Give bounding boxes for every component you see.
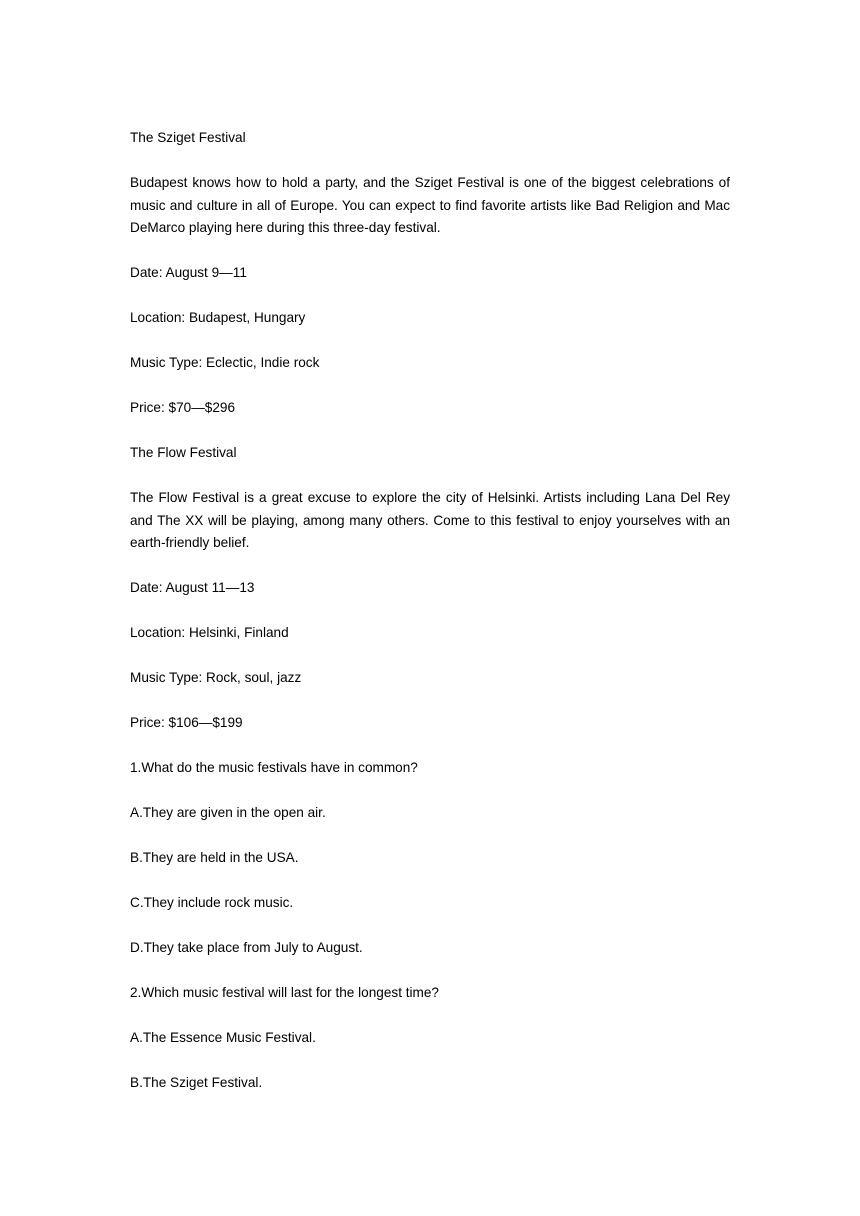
festival-music-type-flow: Music Type: Rock, soul, jazz bbox=[130, 670, 302, 685]
question-1-option-b: B.They are held in the USA. bbox=[130, 850, 299, 865]
question-1-option-c: C.They include rock music. bbox=[130, 895, 294, 910]
question-1-option-d: D.They take place from July to August. bbox=[130, 940, 363, 955]
question-2-option-a: A.The Essence Music Festival. bbox=[130, 1030, 316, 1045]
festival-description-sziget: Budapest knows how to hold a party, and the Sziget Festival is one of the biggest celebrations of music and culture in all of Europe. You can expect to find favorite artists like Bad Religion and Mac DeMarco playing here during this three-day festival. bbox=[130, 175, 730, 235]
question-2-stem: 2.Which music festival will last for the longest time? bbox=[130, 985, 439, 1000]
festival-location-flow: Location: Helsinki, Finland bbox=[130, 625, 289, 640]
festival-price-sziget: Price: $70—$296 bbox=[130, 400, 236, 415]
question-1-stem: 1.What do the music festivals have in common? bbox=[130, 760, 418, 775]
festival-title-sziget: The Sziget Festival bbox=[130, 130, 246, 145]
festival-location-sziget: Location: Budapest, Hungary bbox=[130, 310, 306, 325]
festival-music-type-sziget: Music Type: Eclectic, Indie rock bbox=[130, 355, 320, 370]
question-2-option-b: B.The Sziget Festival. bbox=[130, 1075, 263, 1090]
festival-date-sziget: Date: August 9—11 bbox=[130, 265, 247, 280]
festival-title-flow: The Flow Festival bbox=[130, 445, 237, 460]
festival-date-flow: Date: August 11—13 bbox=[130, 580, 255, 595]
festival-description-flow: The Flow Festival is a great excuse to explore the city of Helsinki. Artists including Lana Del Rey and The XX will be playing, among many others. Come to this festival to enjoy yourselves with an earth-friendly belief. bbox=[130, 490, 730, 550]
question-1-option-a: A.They are given in the open air. bbox=[130, 805, 326, 820]
document-page bbox=[130, 127, 730, 1117]
festival-price-flow: Price: $106—$199 bbox=[130, 715, 243, 730]
